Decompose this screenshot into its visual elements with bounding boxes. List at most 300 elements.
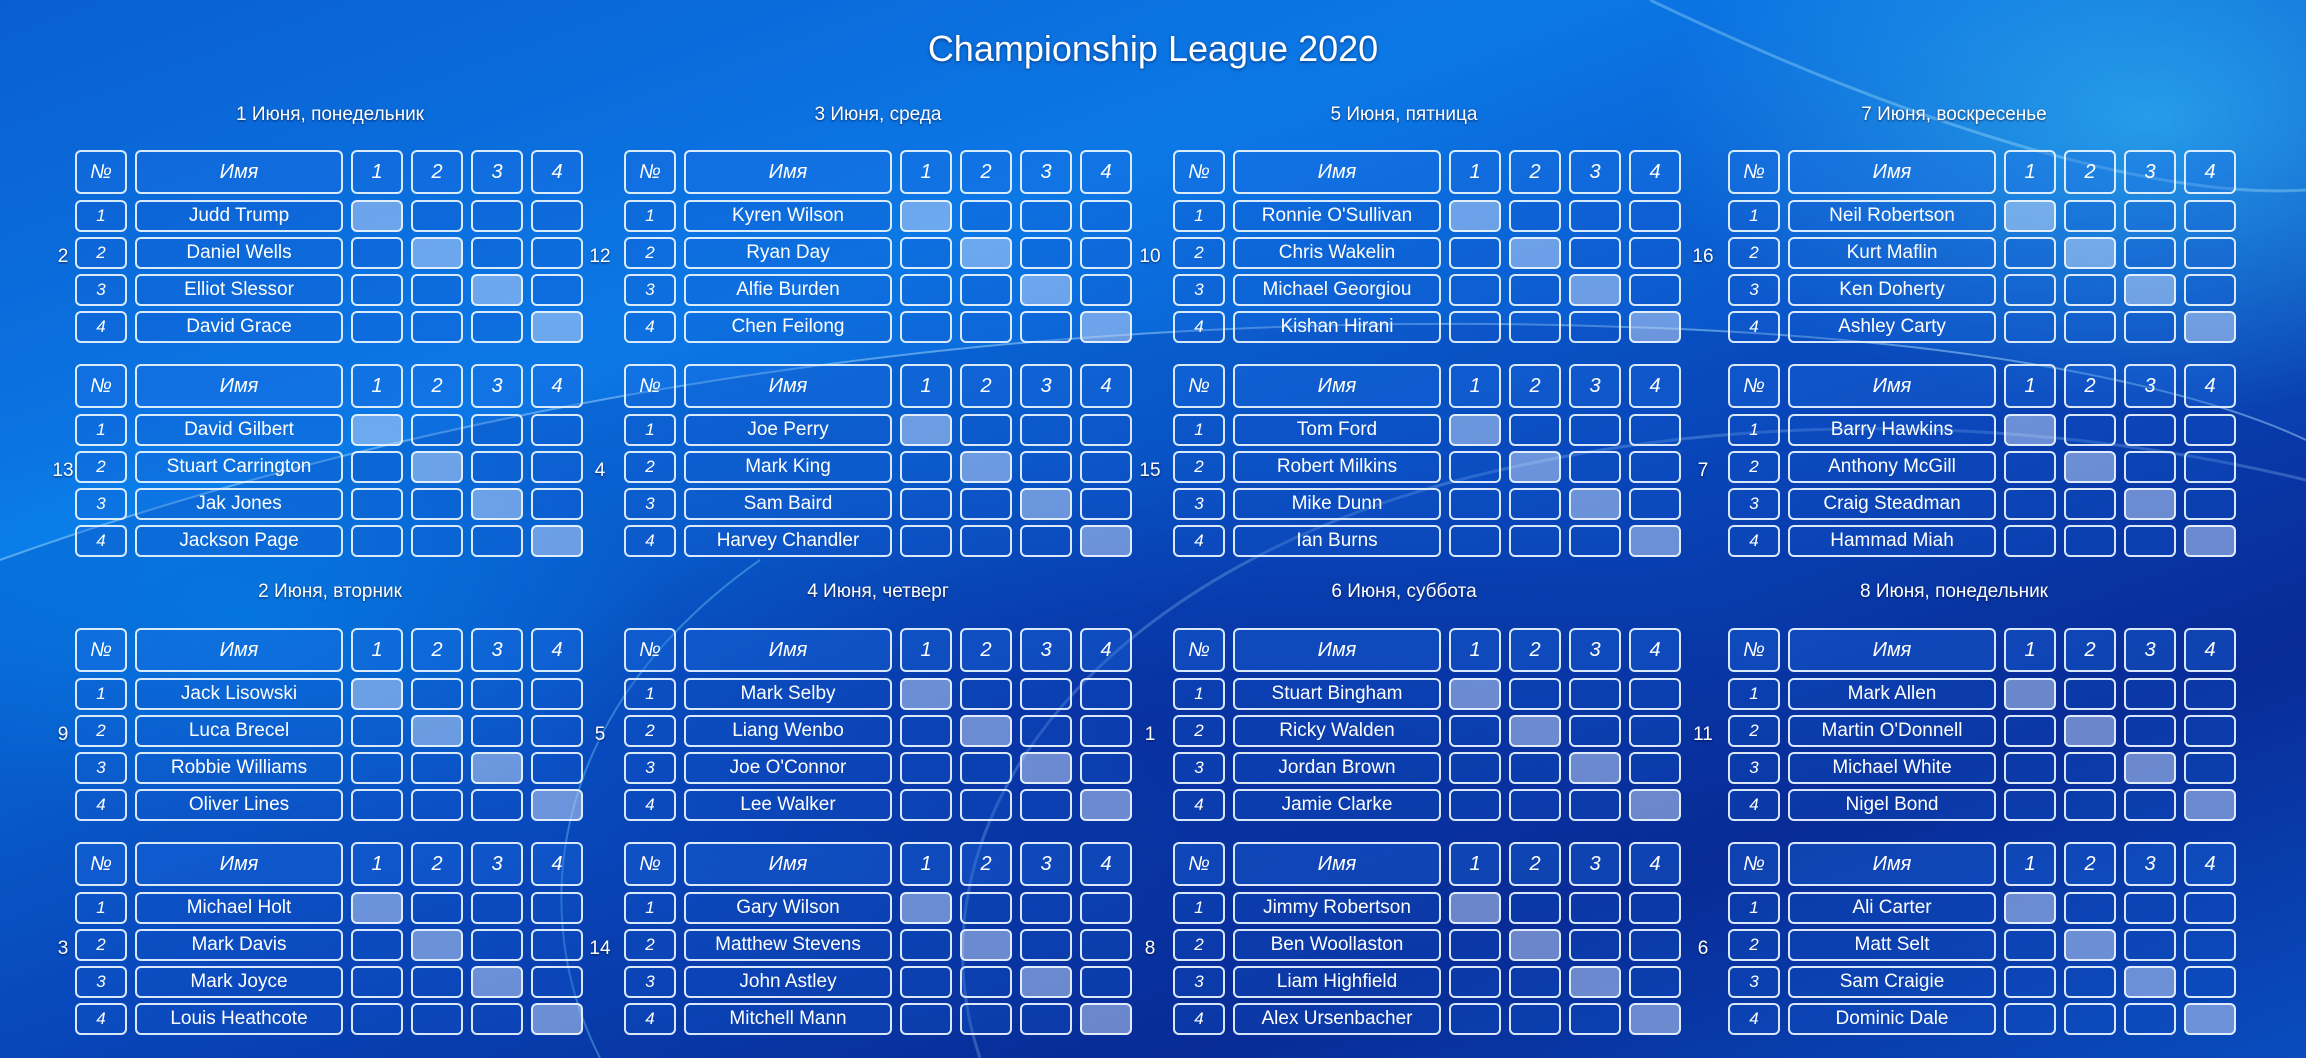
result-cell[interactable] xyxy=(900,451,952,483)
result-cell[interactable] xyxy=(531,414,583,446)
result-cell[interactable] xyxy=(2004,237,2056,269)
result-cell-blocked xyxy=(1509,237,1561,269)
result-cell-blocked xyxy=(531,789,583,821)
result-cell[interactable] xyxy=(1449,311,1501,343)
result-cell[interactable] xyxy=(1080,237,1132,269)
result-cell[interactable] xyxy=(411,311,463,343)
result-cell[interactable] xyxy=(1629,752,1681,784)
row-number: 3 xyxy=(75,966,127,998)
header-col-4: 4 xyxy=(1080,150,1132,194)
result-cell-blocked xyxy=(471,488,523,520)
header-no: № xyxy=(75,842,127,886)
result-cell[interactable] xyxy=(411,200,463,232)
result-cell-blocked xyxy=(1020,752,1072,784)
header-col-4: 4 xyxy=(2184,364,2236,408)
result-cell[interactable] xyxy=(1080,414,1132,446)
result-cell[interactable] xyxy=(1629,414,1681,446)
header-col-4: 4 xyxy=(531,628,583,672)
result-cell[interactable] xyxy=(1629,929,1681,961)
result-cell[interactable] xyxy=(1569,678,1621,710)
row-number: 3 xyxy=(75,488,127,520)
result-cell[interactable] xyxy=(411,789,463,821)
day-heading: 8 Июня, понедельник xyxy=(1859,581,2048,602)
header-name: Имя xyxy=(135,150,343,194)
result-cell[interactable] xyxy=(900,752,952,784)
result-cell[interactable] xyxy=(351,274,403,306)
result-cell[interactable] xyxy=(471,414,523,446)
result-cell[interactable] xyxy=(471,451,523,483)
header-col-3: 3 xyxy=(471,628,523,672)
group-number: 3 xyxy=(57,938,69,959)
result-cell-blocked xyxy=(960,715,1012,747)
result-cell[interactable] xyxy=(2124,715,2176,747)
result-cell-blocked xyxy=(351,200,403,232)
result-cell[interactable] xyxy=(1020,789,1072,821)
result-cell[interactable] xyxy=(1449,715,1501,747)
day-heading: 1 Июня, понедельник xyxy=(235,104,424,125)
result-cell[interactable] xyxy=(2124,789,2176,821)
result-cell[interactable] xyxy=(411,525,463,557)
row-number: 2 xyxy=(1728,715,1780,747)
result-cell[interactable] xyxy=(1509,789,1561,821)
result-cell[interactable] xyxy=(531,966,583,998)
day-heading: 5 Июня, пятница xyxy=(1330,104,1478,125)
result-cell[interactable] xyxy=(900,274,952,306)
result-cell[interactable] xyxy=(471,1003,523,1035)
result-cell[interactable] xyxy=(1080,966,1132,998)
result-cell[interactable] xyxy=(531,752,583,784)
result-cell[interactable] xyxy=(1020,715,1072,747)
result-cell[interactable] xyxy=(2124,929,2176,961)
result-cell[interactable] xyxy=(960,414,1012,446)
result-cell[interactable] xyxy=(1080,892,1132,924)
result-cell-blocked xyxy=(2004,200,2056,232)
result-cell[interactable] xyxy=(2124,200,2176,232)
result-cell[interactable] xyxy=(1509,678,1561,710)
result-cell[interactable] xyxy=(2124,414,2176,446)
result-cell[interactable] xyxy=(351,715,403,747)
result-cell[interactable] xyxy=(960,892,1012,924)
player-name: Gary Wilson xyxy=(684,892,892,924)
result-cell[interactable] xyxy=(1080,200,1132,232)
header-col-1: 1 xyxy=(351,842,403,886)
result-cell[interactable] xyxy=(351,237,403,269)
result-cell-blocked xyxy=(2124,966,2176,998)
result-cell[interactable] xyxy=(1080,274,1132,306)
result-cell[interactable] xyxy=(351,752,403,784)
result-cell-blocked xyxy=(1080,525,1132,557)
result-cell[interactable] xyxy=(531,488,583,520)
player-name: Joe O'Connor xyxy=(684,752,892,784)
header-col-1: 1 xyxy=(351,628,403,672)
result-cell[interactable] xyxy=(960,678,1012,710)
result-cell[interactable] xyxy=(2124,525,2176,557)
result-cell[interactable] xyxy=(1449,451,1501,483)
result-cell[interactable] xyxy=(531,892,583,924)
result-cell[interactable] xyxy=(1449,525,1501,557)
row-number: 4 xyxy=(1728,789,1780,821)
result-cell[interactable] xyxy=(960,1003,1012,1035)
player-name: David Gilbert xyxy=(135,414,343,446)
result-cell[interactable] xyxy=(471,525,523,557)
result-cell[interactable] xyxy=(471,892,523,924)
row-number: 2 xyxy=(75,237,127,269)
result-cell[interactable] xyxy=(2004,311,2056,343)
header-col-2: 2 xyxy=(1509,628,1561,672)
result-cell[interactable] xyxy=(1629,892,1681,924)
row-number: 1 xyxy=(624,200,676,232)
result-cell[interactable] xyxy=(351,929,403,961)
result-cell[interactable] xyxy=(1629,200,1681,232)
result-cell[interactable] xyxy=(1629,274,1681,306)
result-cell[interactable] xyxy=(2124,311,2176,343)
result-cell[interactable] xyxy=(2124,678,2176,710)
result-cell[interactable] xyxy=(1569,1003,1621,1035)
result-cell[interactable] xyxy=(351,525,403,557)
result-cell[interactable] xyxy=(900,488,952,520)
result-cell[interactable] xyxy=(471,789,523,821)
result-cell[interactable] xyxy=(2064,966,2116,998)
result-cell[interactable] xyxy=(1020,237,1072,269)
result-cell[interactable] xyxy=(411,966,463,998)
result-cell[interactable] xyxy=(2184,274,2236,306)
result-cell-blocked xyxy=(2124,274,2176,306)
group-table xyxy=(624,150,1132,348)
header-col-3: 3 xyxy=(1569,364,1621,408)
row-number: 1 xyxy=(1173,892,1225,924)
header-no: № xyxy=(624,628,676,672)
header-name: Имя xyxy=(684,364,892,408)
result-cell[interactable] xyxy=(900,525,952,557)
result-cell[interactable] xyxy=(471,311,523,343)
result-cell[interactable] xyxy=(1509,1003,1561,1035)
player-name: Stuart Carrington xyxy=(135,451,343,483)
row-number: 2 xyxy=(75,715,127,747)
row-number: 3 xyxy=(1728,752,1780,784)
result-cell[interactable] xyxy=(2064,488,2116,520)
result-cell[interactable] xyxy=(2184,966,2236,998)
result-cell[interactable] xyxy=(1449,752,1501,784)
result-cell[interactable] xyxy=(1569,715,1621,747)
header-col-1: 1 xyxy=(1449,842,1501,886)
result-cell-blocked xyxy=(1629,525,1681,557)
result-cell[interactable] xyxy=(2124,892,2176,924)
result-cell-blocked xyxy=(1449,200,1501,232)
result-cell[interactable] xyxy=(2064,200,2116,232)
result-cell[interactable] xyxy=(2004,715,2056,747)
result-cell[interactable] xyxy=(1080,678,1132,710)
result-cell[interactable] xyxy=(1629,715,1681,747)
result-cell[interactable] xyxy=(1080,929,1132,961)
result-cell[interactable] xyxy=(1629,966,1681,998)
result-cell[interactable] xyxy=(531,200,583,232)
group-table xyxy=(1173,628,1681,826)
result-cell[interactable] xyxy=(2184,200,2236,232)
result-cell-blocked xyxy=(471,274,523,306)
row-number: 2 xyxy=(624,929,676,961)
result-cell[interactable] xyxy=(900,715,952,747)
day-heading: 4 Июня, четверг xyxy=(807,581,949,602)
result-cell[interactable] xyxy=(1080,488,1132,520)
result-cell[interactable] xyxy=(351,789,403,821)
result-cell[interactable] xyxy=(471,200,523,232)
result-cell[interactable] xyxy=(1020,929,1072,961)
header-col-4: 4 xyxy=(1629,628,1681,672)
result-cell-blocked xyxy=(2184,789,2236,821)
result-cell[interactable] xyxy=(2184,414,2236,446)
result-cell[interactable] xyxy=(1509,274,1561,306)
result-cell[interactable] xyxy=(900,789,952,821)
header-no: № xyxy=(1173,842,1225,886)
result-cell-blocked xyxy=(1020,966,1072,998)
row-number: 2 xyxy=(1173,451,1225,483)
result-cell[interactable] xyxy=(471,678,523,710)
row-number: 4 xyxy=(1173,525,1225,557)
result-cell-blocked xyxy=(1080,311,1132,343)
result-cell[interactable] xyxy=(960,200,1012,232)
header-col-4: 4 xyxy=(1629,842,1681,886)
result-cell[interactable] xyxy=(2064,892,2116,924)
result-cell[interactable] xyxy=(2184,752,2236,784)
header-col-3: 3 xyxy=(2124,150,2176,194)
group-table xyxy=(75,628,583,826)
player-name: Mark Allen xyxy=(1788,678,1996,710)
result-cell[interactable] xyxy=(1449,929,1501,961)
result-cell[interactable] xyxy=(411,752,463,784)
result-cell[interactable] xyxy=(1020,1003,1072,1035)
result-cell[interactable] xyxy=(1569,892,1621,924)
group-table xyxy=(1173,364,1681,562)
header-col-4: 4 xyxy=(2184,842,2236,886)
player-name: Jamie Clarke xyxy=(1233,789,1441,821)
player-name: Tom Ford xyxy=(1233,414,1441,446)
header-name: Имя xyxy=(684,842,892,886)
result-cell[interactable] xyxy=(1569,237,1621,269)
result-cell[interactable] xyxy=(471,237,523,269)
row-number: 3 xyxy=(75,274,127,306)
result-cell-blocked xyxy=(960,451,1012,483)
row-number: 1 xyxy=(1173,200,1225,232)
result-cell[interactable] xyxy=(531,929,583,961)
row-number: 2 xyxy=(624,237,676,269)
result-cell[interactable] xyxy=(1569,311,1621,343)
player-name: Luca Brecel xyxy=(135,715,343,747)
result-cell[interactable] xyxy=(960,789,1012,821)
result-cell[interactable] xyxy=(411,274,463,306)
result-cell[interactable] xyxy=(1020,525,1072,557)
result-cell[interactable] xyxy=(1020,200,1072,232)
result-cell-blocked xyxy=(960,237,1012,269)
result-cell[interactable] xyxy=(2064,789,2116,821)
result-cell[interactable] xyxy=(960,274,1012,306)
header-col-2: 2 xyxy=(411,150,463,194)
result-cell[interactable] xyxy=(531,237,583,269)
row-number: 2 xyxy=(1728,929,1780,961)
result-cell[interactable] xyxy=(531,715,583,747)
result-cell[interactable] xyxy=(1629,451,1681,483)
result-cell[interactable] xyxy=(2124,451,2176,483)
result-cell[interactable] xyxy=(960,966,1012,998)
header-col-2: 2 xyxy=(2064,364,2116,408)
result-cell-blocked xyxy=(900,414,952,446)
result-cell[interactable] xyxy=(1020,311,1072,343)
result-cell-blocked xyxy=(1509,451,1561,483)
result-cell[interactable] xyxy=(411,678,463,710)
result-cell[interactable] xyxy=(2064,274,2116,306)
result-cell[interactable] xyxy=(531,678,583,710)
result-cell[interactable] xyxy=(411,414,463,446)
result-cell[interactable] xyxy=(2184,678,2236,710)
group-table xyxy=(75,842,583,1040)
result-cell[interactable] xyxy=(1020,451,1072,483)
result-cell[interactable] xyxy=(1569,200,1621,232)
result-cell[interactable] xyxy=(1629,678,1681,710)
result-cell[interactable] xyxy=(2004,789,2056,821)
result-cell[interactable] xyxy=(1449,488,1501,520)
result-cell[interactable] xyxy=(900,237,952,269)
result-cell[interactable] xyxy=(2184,451,2236,483)
result-cell[interactable] xyxy=(1020,892,1072,924)
player-name: Robbie Williams xyxy=(135,752,343,784)
result-cell[interactable] xyxy=(1080,451,1132,483)
result-cell[interactable] xyxy=(1629,488,1681,520)
result-cell[interactable] xyxy=(1449,237,1501,269)
row-number: 4 xyxy=(624,1003,676,1035)
row-number: 3 xyxy=(1728,488,1780,520)
result-cell[interactable] xyxy=(411,1003,463,1035)
result-cell[interactable] xyxy=(411,488,463,520)
result-cell[interactable] xyxy=(2004,929,2056,961)
row-number: 3 xyxy=(624,966,676,998)
result-cell-blocked xyxy=(2184,1003,2236,1035)
result-cell[interactable] xyxy=(2004,1003,2056,1035)
result-cell[interactable] xyxy=(1020,414,1072,446)
header-col-3: 3 xyxy=(471,150,523,194)
result-cell[interactable] xyxy=(1449,274,1501,306)
result-cell[interactable] xyxy=(411,892,463,924)
row-number: 2 xyxy=(624,451,676,483)
result-cell[interactable] xyxy=(1509,414,1561,446)
row-number: 4 xyxy=(1728,525,1780,557)
result-cell[interactable] xyxy=(2004,488,2056,520)
result-cell[interactable] xyxy=(900,311,952,343)
player-name: Kyren Wilson xyxy=(684,200,892,232)
result-cell[interactable] xyxy=(471,715,523,747)
player-name: Anthony McGill xyxy=(1788,451,1996,483)
result-cell[interactable] xyxy=(1509,525,1561,557)
result-cell[interactable] xyxy=(1569,929,1621,961)
header-col-1: 1 xyxy=(2004,364,2056,408)
result-cell[interactable] xyxy=(351,1003,403,1035)
result-cell[interactable] xyxy=(2064,414,2116,446)
result-cell[interactable] xyxy=(1449,789,1501,821)
result-cell[interactable] xyxy=(2064,525,2116,557)
row-number: 1 xyxy=(75,678,127,710)
player-name: Ashley Carty xyxy=(1788,311,1996,343)
player-name: Chris Wakelin xyxy=(1233,237,1441,269)
result-cell[interactable] xyxy=(960,525,1012,557)
player-name: Jackson Page xyxy=(135,525,343,557)
result-cell[interactable] xyxy=(2184,237,2236,269)
result-cell[interactable] xyxy=(471,929,523,961)
result-cell[interactable] xyxy=(2184,715,2236,747)
result-cell[interactable] xyxy=(2184,929,2236,961)
result-cell[interactable] xyxy=(351,311,403,343)
result-cell[interactable] xyxy=(351,966,403,998)
header-no: № xyxy=(1728,364,1780,408)
result-cell[interactable] xyxy=(1569,414,1621,446)
result-cell[interactable] xyxy=(531,274,583,306)
result-cell[interactable] xyxy=(1509,200,1561,232)
result-cell[interactable] xyxy=(1509,892,1561,924)
result-cell[interactable] xyxy=(351,451,403,483)
result-cell[interactable] xyxy=(531,451,583,483)
result-cell-blocked xyxy=(1509,929,1561,961)
result-cell-blocked xyxy=(2124,752,2176,784)
result-cell[interactable] xyxy=(2064,752,2116,784)
result-cell[interactable] xyxy=(1509,966,1561,998)
player-name: Hammad Miah xyxy=(1788,525,1996,557)
result-cell[interactable] xyxy=(1509,311,1561,343)
row-number: 1 xyxy=(624,678,676,710)
result-cell[interactable] xyxy=(2064,1003,2116,1035)
result-cell[interactable] xyxy=(2124,237,2176,269)
row-number: 3 xyxy=(1728,274,1780,306)
result-cell[interactable] xyxy=(1509,488,1561,520)
result-cell[interactable] xyxy=(2184,488,2236,520)
result-cell[interactable] xyxy=(1080,715,1132,747)
result-cell[interactable] xyxy=(1629,237,1681,269)
result-cell-blocked xyxy=(351,414,403,446)
result-cell[interactable] xyxy=(1569,789,1621,821)
result-cell[interactable] xyxy=(2064,311,2116,343)
result-cell[interactable] xyxy=(960,311,1012,343)
result-cell[interactable] xyxy=(1020,678,1072,710)
result-cell[interactable] xyxy=(900,1003,952,1035)
group-number: 7 xyxy=(1697,460,1709,481)
player-name: Judd Trump xyxy=(135,200,343,232)
result-cell[interactable] xyxy=(2184,892,2236,924)
result-cell[interactable] xyxy=(2004,274,2056,306)
result-cell[interactable] xyxy=(1569,451,1621,483)
result-cell[interactable] xyxy=(1569,525,1621,557)
result-cell[interactable] xyxy=(2004,966,2056,998)
result-cell[interactable] xyxy=(960,752,1012,784)
result-cell[interactable] xyxy=(2004,525,2056,557)
row-number: 2 xyxy=(624,715,676,747)
result-cell-blocked xyxy=(2184,525,2236,557)
result-cell[interactable] xyxy=(900,966,952,998)
row-number: 2 xyxy=(1173,237,1225,269)
header-col-3: 3 xyxy=(2124,628,2176,672)
header-name: Имя xyxy=(135,842,343,886)
result-cell[interactable] xyxy=(1449,966,1501,998)
result-cell-blocked xyxy=(1449,892,1501,924)
header-col-3: 3 xyxy=(1020,364,1072,408)
result-cell[interactable] xyxy=(960,488,1012,520)
result-cell[interactable] xyxy=(351,488,403,520)
result-cell[interactable] xyxy=(1449,1003,1501,1035)
result-cell[interactable] xyxy=(1080,752,1132,784)
header-name: Имя xyxy=(1233,150,1441,194)
result-cell[interactable] xyxy=(2004,752,2056,784)
result-cell[interactable] xyxy=(900,929,952,961)
result-cell[interactable] xyxy=(2064,678,2116,710)
row-number: 2 xyxy=(75,451,127,483)
result-cell[interactable] xyxy=(1509,752,1561,784)
result-cell[interactable] xyxy=(2004,451,2056,483)
result-cell[interactable] xyxy=(2124,1003,2176,1035)
